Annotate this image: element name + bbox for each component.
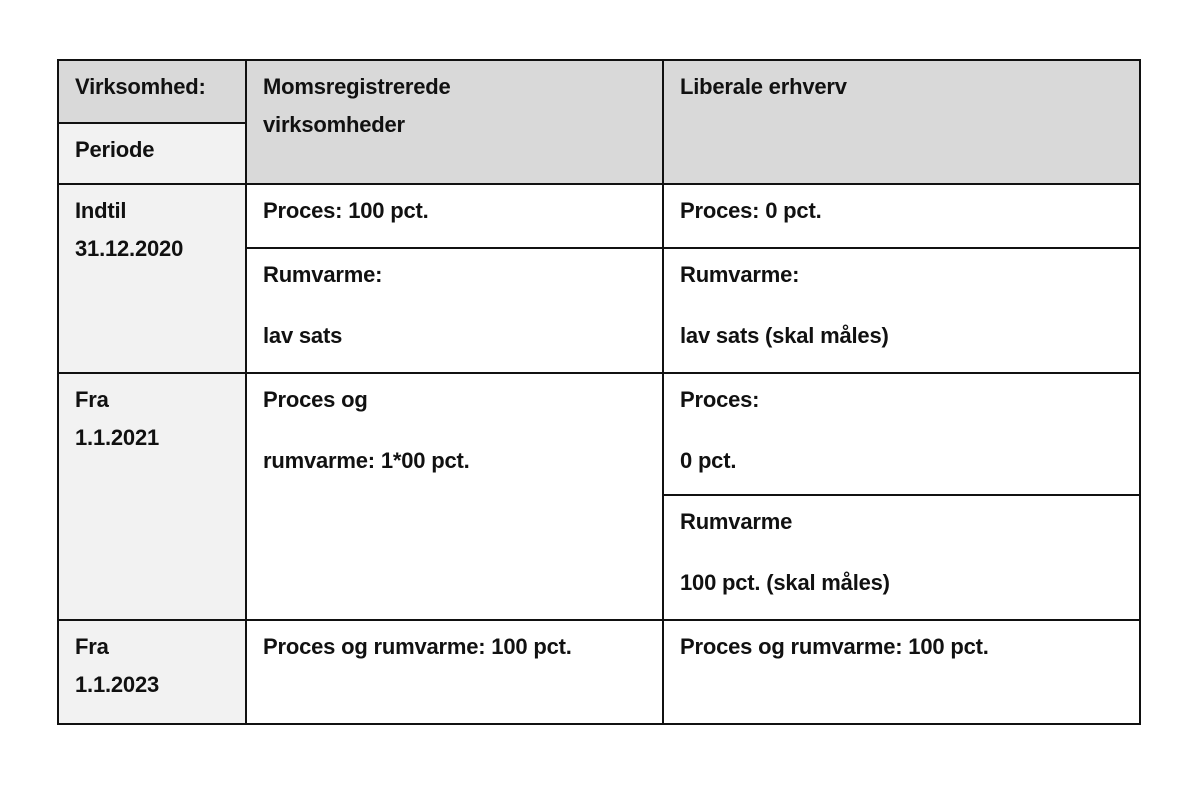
cell-text: Rumvarme bbox=[680, 509, 793, 534]
header-col2-label: Liberale erhverv bbox=[680, 74, 847, 99]
period-cell-2020 bbox=[58, 184, 246, 373]
period-line2: 31.12.2020 bbox=[75, 236, 184, 261]
cell-text: Proces: 0 pct. bbox=[680, 198, 822, 223]
row2-inner-split bbox=[663, 494, 1140, 496]
cell-r2-c1 bbox=[246, 373, 663, 620]
period-line1: Fra bbox=[75, 634, 109, 659]
border-left bbox=[57, 59, 59, 725]
cell-r1-c2-rumvarme bbox=[663, 248, 1140, 373]
period-line1: Indtil bbox=[75, 198, 127, 223]
cell-text: rumvarme: 1*00 pct. bbox=[263, 448, 470, 473]
cell-text: Proces: 100 pct. bbox=[263, 198, 429, 223]
header-col1-line1: Momsregistrerede bbox=[263, 74, 451, 99]
cell-r2-c2-rumvarme bbox=[663, 495, 1140, 620]
cell-r1-c2-proces bbox=[663, 184, 1140, 248]
row1-bottom-line bbox=[58, 372, 1141, 374]
cell-text: Rumvarme: bbox=[680, 262, 800, 287]
cell-text: Proces og rumvarme: 100 pct. bbox=[263, 634, 572, 659]
cell-text: Proces og rumvarme: 100 pct. bbox=[680, 634, 989, 659]
border-right bbox=[1139, 59, 1141, 725]
cell-r2-c2-proces bbox=[663, 373, 1140, 495]
cell-text: Proces: bbox=[680, 387, 760, 412]
header-corner-virksomhed bbox=[58, 60, 246, 123]
col-divider-1 bbox=[245, 59, 247, 725]
period-line2: 1.1.2021 bbox=[75, 425, 160, 450]
cell-r3-c1 bbox=[246, 620, 663, 724]
border-bottom bbox=[58, 723, 1141, 725]
header-momsregistrerede bbox=[246, 60, 663, 184]
period-line1: Fra bbox=[75, 387, 109, 412]
row2-bottom-line bbox=[58, 619, 1141, 621]
header-liberale-erhverv bbox=[663, 60, 1140, 184]
period-cell-2021 bbox=[58, 373, 246, 620]
cell-text: Proces og bbox=[263, 387, 368, 412]
border-top bbox=[58, 59, 1141, 61]
header-col1-line2: virksomheder bbox=[263, 112, 405, 137]
cell-text: lav sats bbox=[263, 323, 343, 348]
cell-text: 100 pct. (skal måles) bbox=[680, 570, 890, 595]
cell-r3-c2 bbox=[663, 620, 1140, 724]
header-corner-split bbox=[58, 122, 246, 124]
cell-text: Rumvarme: bbox=[263, 262, 383, 287]
cell-r1-c1-proces bbox=[246, 184, 663, 248]
cell-text: 0 pct. bbox=[680, 448, 737, 473]
period-line2: 1.1.2023 bbox=[75, 672, 160, 697]
cell-r1-c1-rumvarme bbox=[246, 248, 663, 373]
period-cell-2023 bbox=[58, 620, 246, 724]
header-corner-periode bbox=[58, 123, 246, 184]
col-divider-2 bbox=[662, 59, 664, 725]
header-periode-label: Periode bbox=[75, 137, 155, 162]
row1-inner-split bbox=[246, 247, 1140, 249]
cell-text: lav sats (skal måles) bbox=[680, 323, 889, 348]
header-bottom-line bbox=[58, 183, 1141, 185]
header-virksomhed-label: Virksomhed: bbox=[75, 74, 206, 99]
